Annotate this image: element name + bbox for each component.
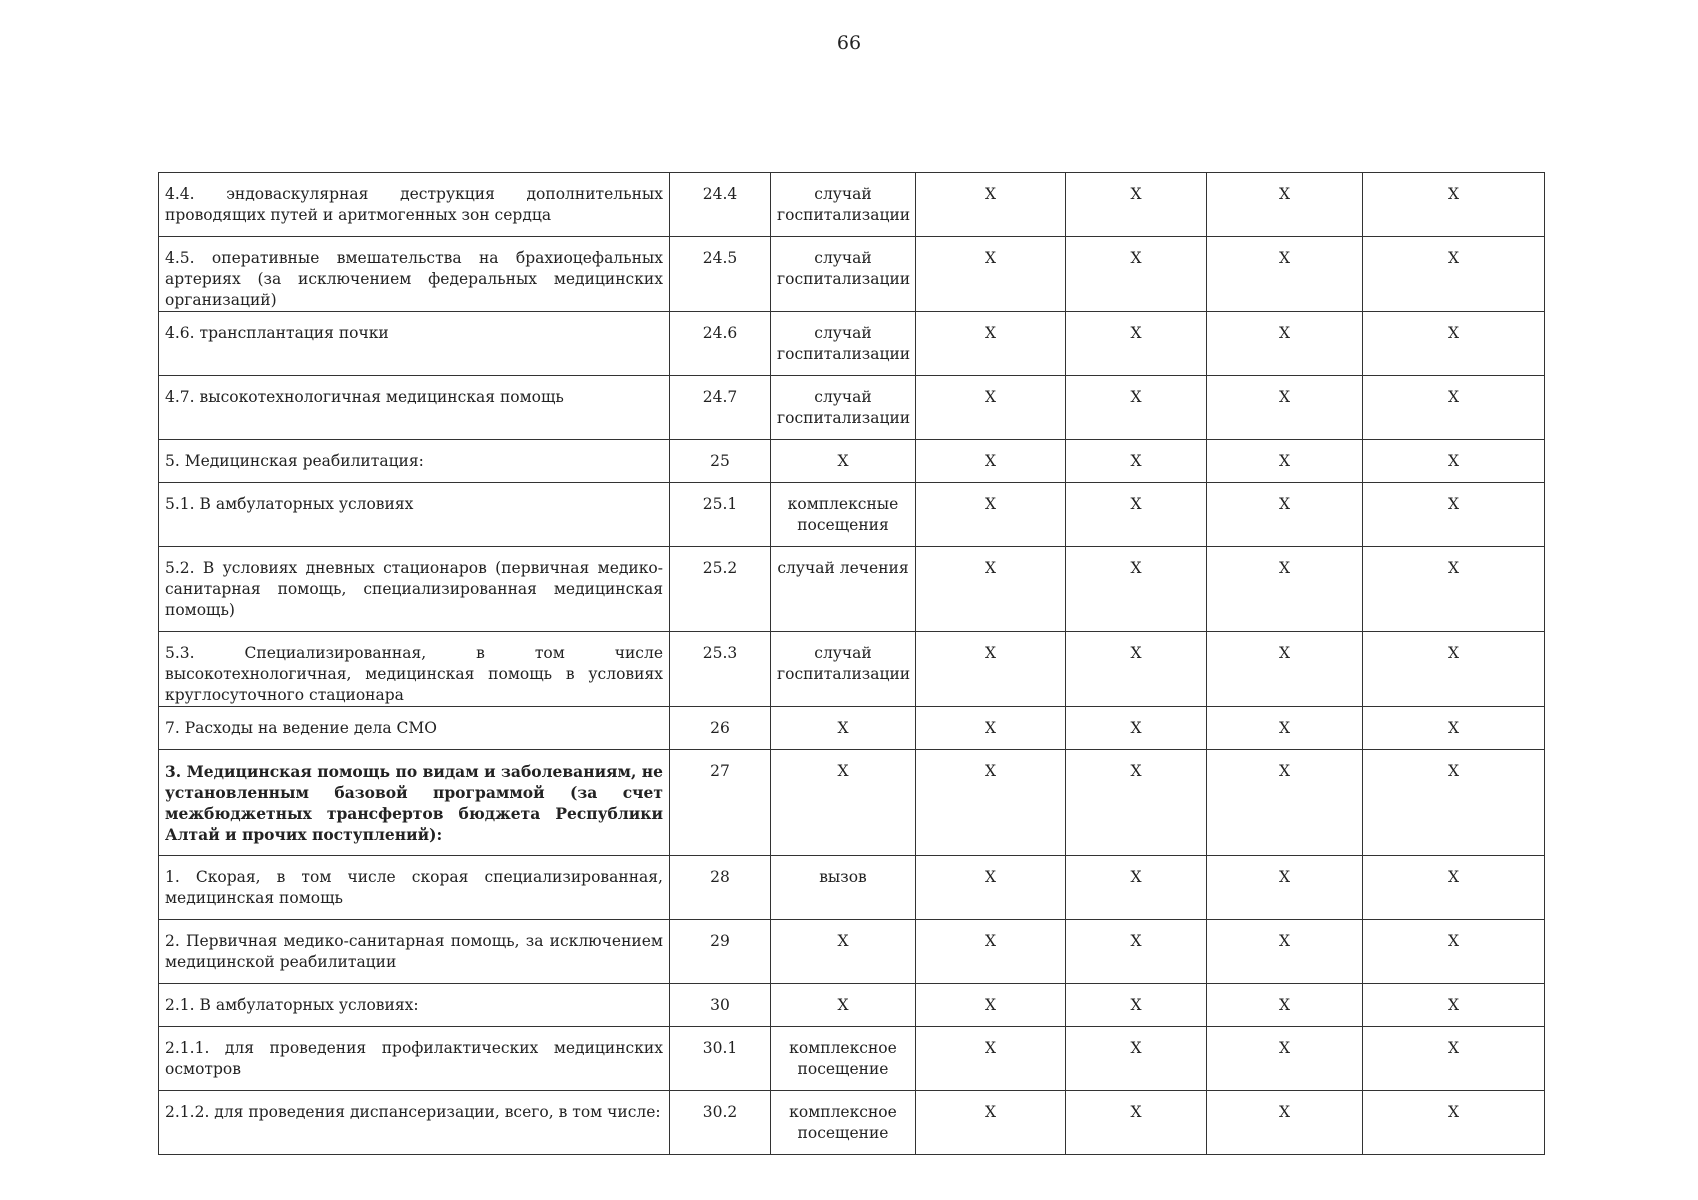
row-value-1: X (916, 376, 1066, 440)
row-value-4: X (1363, 856, 1545, 920)
row-value-4: X (1363, 984, 1545, 1027)
row-description: 2.1. В амбулаторных условиях: (159, 984, 670, 1027)
row-description: 2. Первичная медико-санитарная помощь, за исключением медицинской реабилитации (159, 920, 670, 984)
row-value-2: X (1066, 312, 1207, 376)
row-number: 28 (670, 856, 771, 920)
row-description: 3. Медицинская помощь по видам и заболеваниям, не установленным базовой программой (за счет межбюджетных трансфертов бюджета Республики Алтай и прочих поступлений): (159, 750, 670, 856)
row-value-2: X (1066, 237, 1207, 312)
row-unit: X (771, 440, 916, 483)
row-description: 4.6. трансплантация почки (159, 312, 670, 376)
row-unit: случай лечения (771, 547, 916, 632)
row-value-3: X (1207, 483, 1363, 547)
row-value-4: X (1363, 440, 1545, 483)
row-number: 24.7 (670, 376, 771, 440)
row-value-1: X (916, 856, 1066, 920)
row-value-1: X (916, 483, 1066, 547)
row-unit: X (771, 984, 916, 1027)
row-unit: X (771, 920, 916, 984)
row-description: 5.1. В амбулаторных условиях (159, 483, 670, 547)
row-unit: X (771, 750, 916, 856)
row-value-2: X (1066, 1027, 1207, 1091)
row-value-1: X (916, 312, 1066, 376)
row-unit: X (771, 707, 916, 750)
row-value-3: X (1207, 1091, 1363, 1155)
row-value-3: X (1207, 376, 1363, 440)
row-unit: вызов (771, 856, 916, 920)
table-row (159, 750, 1545, 856)
table-row (159, 920, 1545, 984)
table-row (159, 440, 1545, 483)
row-value-4: X (1363, 920, 1545, 984)
table-row (159, 984, 1545, 1027)
row-description: 2.1.1. для проведения профилактических медицинских осмотров (159, 1027, 670, 1091)
row-value-3: X (1207, 237, 1363, 312)
row-number: 24.6 (670, 312, 771, 376)
row-description: 2.1.2. для проведения диспансеризации, всего, в том числе: (159, 1091, 670, 1155)
row-description: 5.2. В условиях дневных стационаров (первичная медико-санитарная помощь, специализированная медицинская помощь) (159, 547, 670, 632)
row-number: 25.2 (670, 547, 771, 632)
row-value-4: X (1363, 632, 1545, 707)
row-description: 4.4. эндоваскулярная деструкция дополнительных проводящих путей и аритмогенных зон сердца (159, 173, 670, 237)
row-number: 25.3 (670, 632, 771, 707)
row-value-3: X (1207, 750, 1363, 856)
row-value-2: X (1066, 1091, 1207, 1155)
table-row (159, 173, 1545, 237)
row-description: 5.3. Специализированная, в том числе высокотехнологичная, медицинская помощь в условиях круглосуточного стационара (159, 632, 670, 707)
row-value-2: X (1066, 173, 1207, 237)
row-number: 27 (670, 750, 771, 856)
row-value-3: X (1207, 632, 1363, 707)
row-value-2: X (1066, 920, 1207, 984)
row-value-4: X (1363, 312, 1545, 376)
row-value-1: X (916, 173, 1066, 237)
row-value-4: X (1363, 547, 1545, 632)
row-value-3: X (1207, 707, 1363, 750)
row-value-4: X (1363, 483, 1545, 547)
row-number: 25 (670, 440, 771, 483)
row-number: 24.5 (670, 237, 771, 312)
row-number: 29 (670, 920, 771, 984)
row-description: 4.5. оперативные вмешательства на брахиоцефальных артериях (за исключением федеральных медицинских организаций) (159, 237, 670, 312)
row-value-1: X (916, 1091, 1066, 1155)
row-number: 25.1 (670, 483, 771, 547)
table-row (159, 1091, 1545, 1155)
table-row (159, 483, 1545, 547)
row-unit: комплексные посещения (771, 483, 916, 547)
row-description: 1. Скорая, в том числе скорая специализированная, медицинская помощь (159, 856, 670, 920)
table-row (159, 237, 1545, 312)
row-description: 4.7. высокотехнологичная медицинская помощь (159, 376, 670, 440)
table-row (159, 376, 1545, 440)
table-row (159, 632, 1545, 707)
row-value-1: X (916, 547, 1066, 632)
row-number: 30 (670, 984, 771, 1027)
row-number: 30.2 (670, 1091, 771, 1155)
page-number: 66 (836, 32, 862, 54)
row-value-2: X (1066, 376, 1207, 440)
row-value-3: X (1207, 856, 1363, 920)
row-value-2: X (1066, 856, 1207, 920)
table-row (159, 856, 1545, 920)
row-value-4: X (1363, 1091, 1545, 1155)
row-value-1: X (916, 632, 1066, 707)
row-value-2: X (1066, 707, 1207, 750)
data-table (158, 172, 1545, 1155)
row-value-3: X (1207, 920, 1363, 984)
row-value-3: X (1207, 547, 1363, 632)
table-row (159, 312, 1545, 376)
row-value-2: X (1066, 483, 1207, 547)
row-value-1: X (916, 920, 1066, 984)
table-row (159, 707, 1545, 750)
row-value-1: X (916, 440, 1066, 483)
row-description: 5. Медицинская реабилитация: (159, 440, 670, 483)
row-value-1: X (916, 707, 1066, 750)
row-description: 7. Расходы на ведение дела СМО (159, 707, 670, 750)
row-unit: случай госпитализации (771, 173, 916, 237)
row-value-4: X (1363, 750, 1545, 856)
row-number: 26 (670, 707, 771, 750)
row-value-1: X (916, 237, 1066, 312)
row-value-3: X (1207, 440, 1363, 483)
row-number: 24.4 (670, 173, 771, 237)
row-value-4: X (1363, 1027, 1545, 1091)
row-unit: комплексное посещение (771, 1091, 916, 1155)
row-unit: случай госпитализации (771, 237, 916, 312)
row-unit: случай госпитализации (771, 632, 916, 707)
row-number: 30.1 (670, 1027, 771, 1091)
row-value-2: X (1066, 547, 1207, 632)
table-row (159, 547, 1545, 632)
row-value-1: X (916, 750, 1066, 856)
row-value-3: X (1207, 984, 1363, 1027)
row-value-3: X (1207, 312, 1363, 376)
row-value-3: X (1207, 173, 1363, 237)
table-row (159, 1027, 1545, 1091)
row-value-1: X (916, 984, 1066, 1027)
row-value-2: X (1066, 984, 1207, 1027)
row-value-2: X (1066, 440, 1207, 483)
row-value-4: X (1363, 237, 1545, 312)
row-unit: случай госпитализации (771, 376, 916, 440)
row-value-2: X (1066, 750, 1207, 856)
row-unit: случай госпитализации (771, 312, 916, 376)
row-unit: комплексное посещение (771, 1027, 916, 1091)
row-value-4: X (1363, 707, 1545, 750)
row-value-3: X (1207, 1027, 1363, 1091)
row-value-2: X (1066, 632, 1207, 707)
row-value-4: X (1363, 376, 1545, 440)
row-value-4: X (1363, 173, 1545, 237)
row-value-1: X (916, 1027, 1066, 1091)
